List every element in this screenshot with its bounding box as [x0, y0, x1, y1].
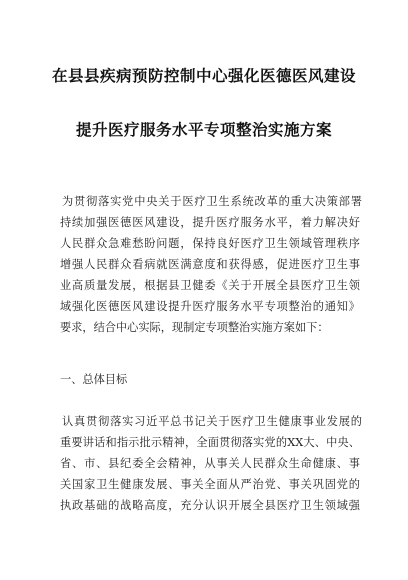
paragraph-line: 省、市、县纪委全会精神，从事关人民群众生命健康、事: [60, 457, 360, 470]
paragraph-line: 关国家卫生健康发展、事关全面从严治党、事关巩固党的: [60, 478, 360, 491]
paragraph-line: 人民群众急难愁盼问题，保持良好医疗卫生领域管理秩序: [60, 237, 360, 250]
paragraph-line: 重要讲话和指示批示精神，全面贯彻落实党的XX大、中央、: [60, 436, 360, 449]
paragraph-line: 域强化医德医风建设提升医疗服务水平专项整治的通知》: [60, 300, 360, 313]
paragraph-line: 业高质量发展，根据县卫健委《关于开展全县医疗卫生领: [60, 279, 360, 292]
section-heading-overall-goal: 一、总体目标: [60, 373, 128, 386]
document-title-line-1: 在县县疾病预防控制中心强化医德医风建设: [51, 67, 356, 85]
paragraph-line: 为贯彻落实党中央关于医疗卫生系统改革的重大决策部署: [62, 195, 362, 208]
paragraph-line: 持续加强医德医风建设，提升医疗服务水平，着力解决好: [60, 216, 360, 229]
paragraph-line: 要求，结合中心实际，现制定专项整治实施方案如下：: [60, 321, 329, 334]
paragraph-line: 执政基础的战略高度，充分认识开展全县医疗卫生领域强: [60, 499, 360, 512]
paragraph-line: 增强人民群众看病就医满意度和获得感，促进医疗卫生事: [60, 258, 360, 271]
document-title-line-2: 提升医疗服务水平专项整治实施方案: [75, 121, 332, 139]
paragraph-line: 认真贯彻落实习近平总书记关于医疗卫生健康事业发展的: [62, 415, 362, 428]
